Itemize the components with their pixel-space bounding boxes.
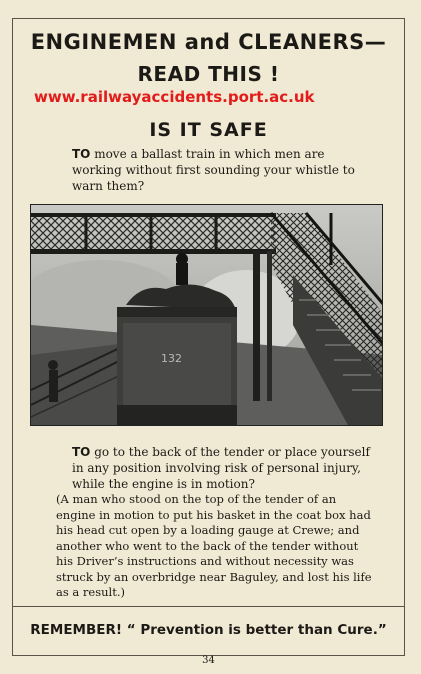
footer-divider [12,606,405,607]
question-1 [72,146,372,194]
question-1-text: move a ballast train in which men are working without first sounding your whistle to warn them? [72,147,355,193]
question-1-lead: TO [72,147,91,161]
slogan-text: “ Prevention is better than Cure.” [126,622,387,638]
section-heading: IS IT SAFE [149,119,268,141]
page-number: 34 [202,655,215,666]
question-2-text: go to the back of the tender or place yourself in any position involving risk of personal injury, while the engine is in motion? [72,445,370,491]
accident-note: (A man who stood on the top of the tender of an engine in motion to put his basket in the coat box had his head cut open by a loading gauge at Crewe; and another who went to the back of the tender without his Driver’s instructions and without necessity was struck by an overbridge near Baguley, and lost his life as a result.) [56,492,372,599]
source-url-watermark[interactable]: www.railwayaccidents.port.ac.uk [34,88,315,106]
title-line-1: ENGINEMEN and CLEANERS— [30,30,387,54]
photograph-engine-under-footbridge [30,204,383,426]
question-2-lead: TO [72,445,91,459]
photo-illustration [31,205,383,426]
remember-label: REMEMBER! [30,622,123,638]
question-2 [72,444,372,492]
footer-slogan-line [12,622,405,638]
engine-number-label: 132 [161,352,182,365]
title-line-2: READ THIS ! [137,62,280,86]
